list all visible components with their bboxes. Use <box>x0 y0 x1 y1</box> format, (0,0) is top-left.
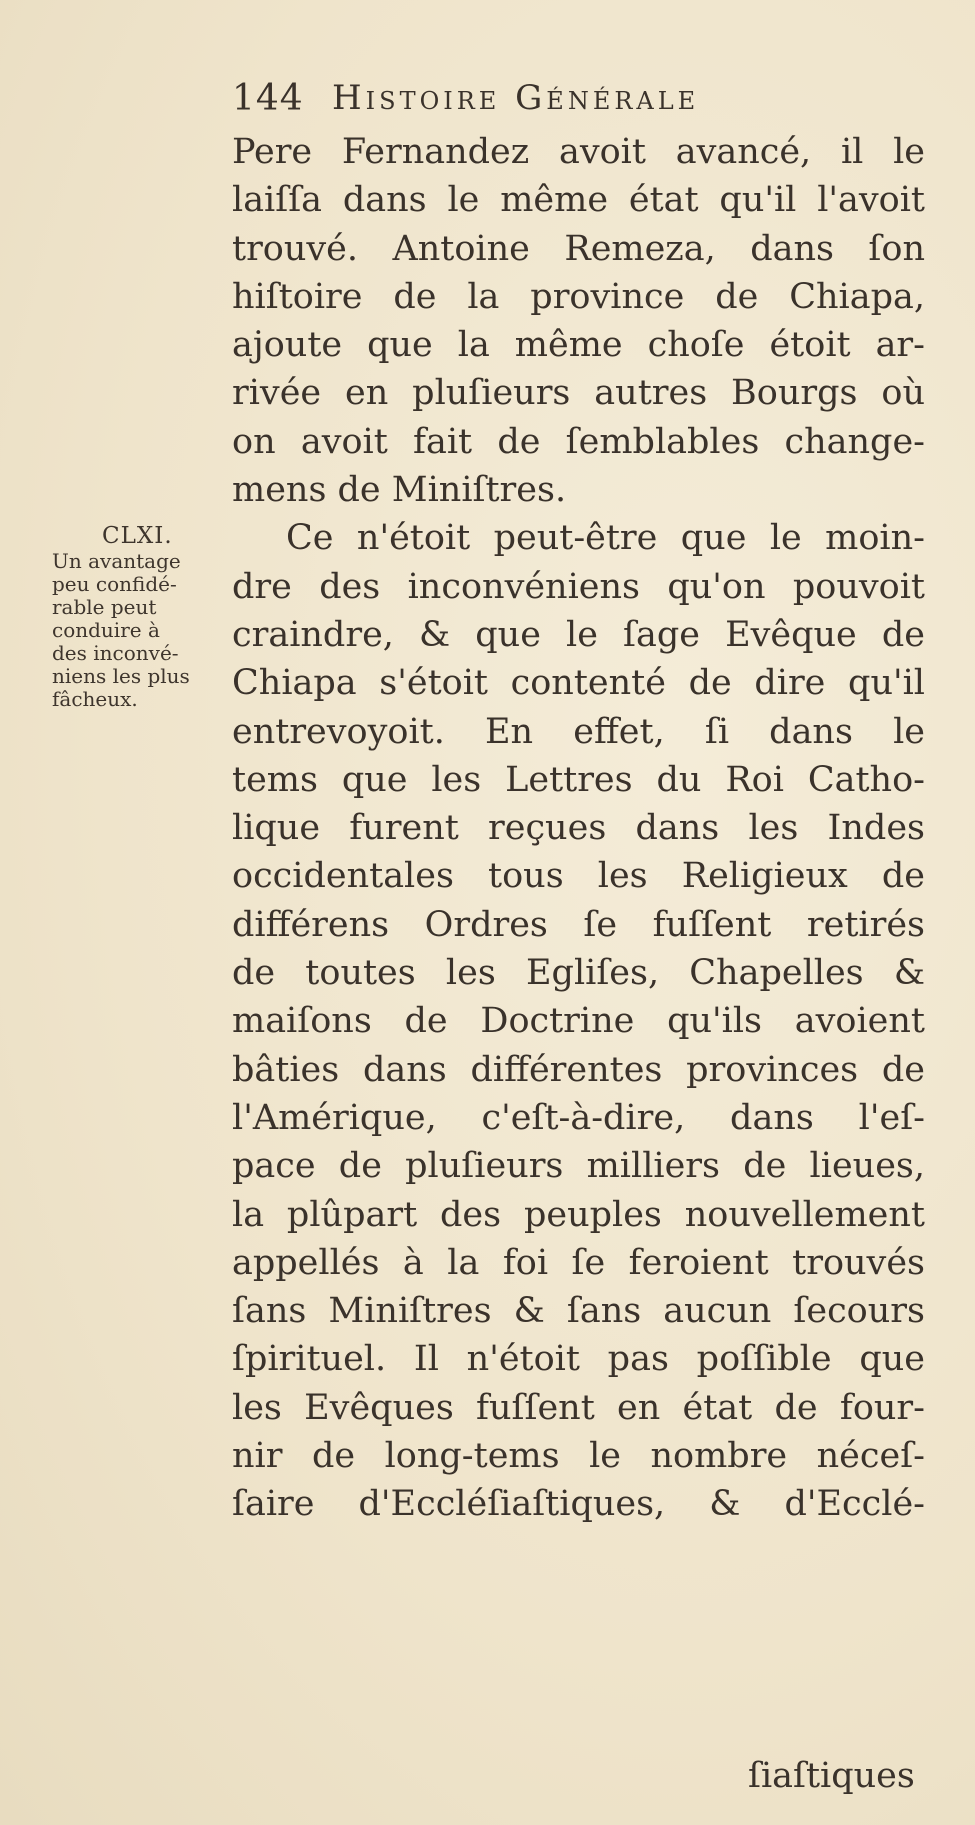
text-line: hiſtoire de la province de Chiapa, <box>232 276 925 317</box>
text-line: Pere Fernandez avoit avancé, il le <box>232 132 925 172</box>
section-number: CLXI. <box>102 523 173 549</box>
margin-line: conduire à <box>52 618 160 642</box>
marginal-note <box>52 525 234 711</box>
text-line: l'Amérique, c'eſt-à-dire, dans l'eſ- <box>232 1097 925 1138</box>
text-line: la plûpart des peuples nouvellement <box>232 1194 925 1235</box>
text-line: on avoit fait de ſemblables change- <box>232 421 925 462</box>
text-line: Ce n'étoit peut-être que le moin- <box>286 518 925 559</box>
catchword: ſiaſtiques <box>748 1756 915 1796</box>
margin-line: rable peut <box>52 595 157 619</box>
text-line: maiſons de Doctrine qu'ils avoient <box>232 1001 925 1042</box>
text-line: bâties dans différentes provinces de <box>232 1049 925 1090</box>
text-line: les Evêques fuſſent en état de four- <box>232 1387 925 1428</box>
text-line: craindre, & que le ſage Evêque de <box>232 614 925 655</box>
main-text-column <box>232 128 925 1529</box>
margin-line: fâcheux. <box>52 687 138 711</box>
text-line: appellés à la foi ſe feroient trouvés <box>232 1242 925 1283</box>
text-line: trouvé. Antoine Remeza, dans ſon <box>232 228 925 269</box>
text-line: mens de Miniſtres. <box>232 470 567 511</box>
text-line: différens Ordres ſe fuſſent retirés <box>232 904 925 945</box>
text-line: ajoute que la même choſe étoit ar- <box>232 325 925 366</box>
margin-line: Un avantage <box>52 549 181 573</box>
running-title: Histoire Générale <box>332 78 700 118</box>
margin-line: des inconvé- <box>52 641 179 665</box>
text-line: nir de long-tems le nombre néceſ- <box>232 1436 925 1477</box>
text-line: ſaire d'Eccléſiaſtiques, & d'Ecclé- <box>232 1484 925 1525</box>
running-header <box>232 78 892 124</box>
text-line: ſpirituel. Il n'étoit pas poſſible que <box>232 1339 925 1380</box>
text-line: tems que les Lettres du Roi Catho- <box>232 759 925 800</box>
text-line: rivée en pluſieurs autres Bourgs où <box>232 373 925 414</box>
text-line: lique furent reçues dans les Indes <box>232 808 925 849</box>
text-line: Chiapa s'étoit contenté de dire qu'il <box>232 663 925 704</box>
page-number: 144 <box>232 78 304 119</box>
text-line: dre des inconvéniens qu'on pouvoit <box>232 566 925 607</box>
text-line: entrevoyoit. En effet, ſi dans le <box>232 711 925 752</box>
margin-line: peu confidé- <box>52 572 177 596</box>
text-line: pace de pluſieurs milliers de lieues, <box>232 1146 925 1187</box>
text-line: occidentales tous les Religieux de <box>232 856 925 897</box>
text-line: de toutes les Egliſes, Chapelles & <box>232 953 925 994</box>
text-line: laiſſa dans le même état qu'il l'avoit <box>232 180 925 221</box>
margin-line: niens les plus <box>52 664 190 688</box>
text-line: ſans Miniſtres & ſans aucun ſecours <box>232 1291 925 1332</box>
